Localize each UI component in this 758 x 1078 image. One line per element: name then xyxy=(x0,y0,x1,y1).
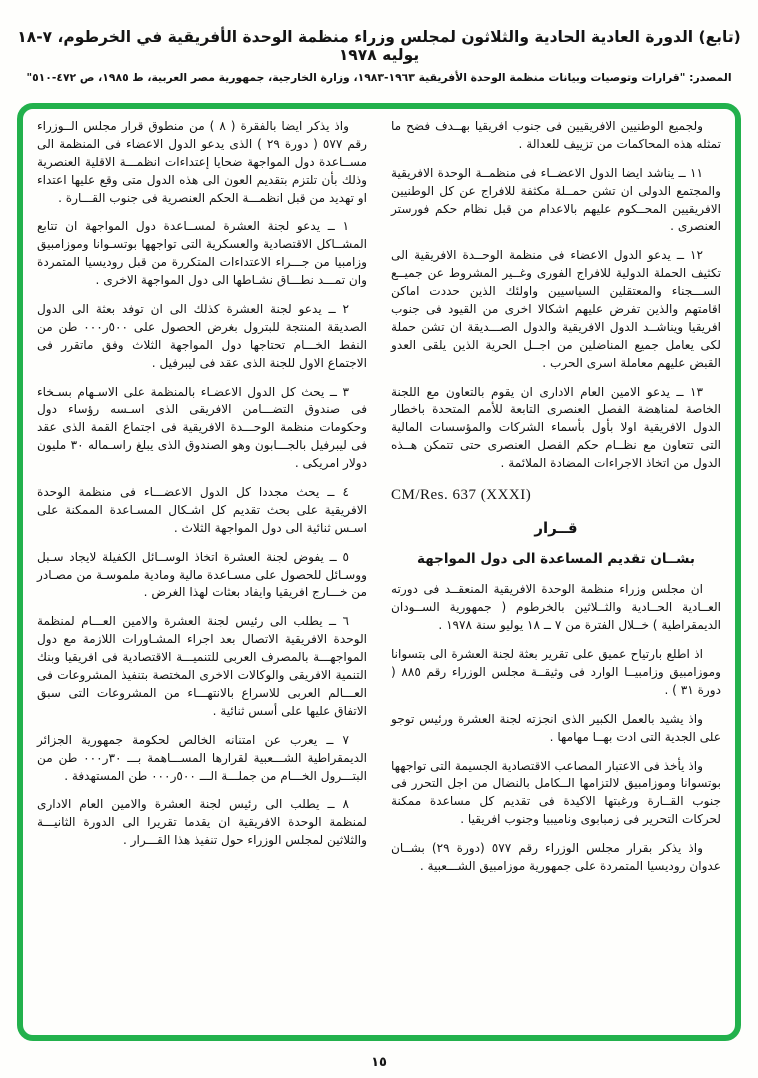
resolution-item-11: ١١ ــ يناشد ايضا الدول الاعضــاء فى منظمــة الوحدة الافريقية والمجتمع الدولى ان تشن حمــلة مكثفة للافراج عن كل الوطنيين الافريقيين المحــكوم عليهم بالاعدام من قبل نظام حكم فورستر العنصرى . xyxy=(391,165,721,234)
session-title: (تابع) الدورة العادية الحادية والثلاثون لمجلس وزراء منظمة الوحدة الأفريقية في الخرطوم، ٧-١٨ يوليه ١٩٧٨ xyxy=(17,28,741,64)
page-number: ١٥ xyxy=(371,1055,387,1070)
resolution-item-2: ٢ ــ يدعو لجنة العشرة كذلك الى ان توفد بعثة الى الدول الصديقة المنتجة للبترول بغرض الحصول على ٥٠٠ر٠٠٠ طن من النفط الخـــام تحتاجها دول المواجهة الثلاث وفق ماتقرر فى الاجتماع الاول للجنة الذى عقد فى ليبرفيل . xyxy=(37,302,367,370)
column-left xyxy=(37,118,367,887)
resolution-item-1: ١ ــ يدعو لجنة العشرة لمســاعدة دول المواجهة ان تتابع المشــاكل الاقتصادية والعسكرية التى تواجهها بوتسـوانا وموزامبيق وزامبيا من جـــراء الاعتداءات المتكررة من قبل روديسيا المتمردة وان تمـــد نطـــاق نشـاطها الى دول المواجهة الاخرى . xyxy=(37,219,367,288)
resolution-item-6: ٦ ــ يطلب الى رئيس لجنة العشرة والامين العـــام لمنظمة الوحدة الافريقية الاتصال بعد اجراء المشـاورات اللازمة مع دول المواجهـــة بالمصرف العربى للتنميـــة الاقتصادية فى افريقيا وبنك التنمية الافريقى والوكالات الاخرى المختصة بتنفيذ المشروعات فى العـــالم العربى للاسراع بالانتهـــاء من المشروعات التى سبق الاتفاق عليها على أسس ثنائية . xyxy=(37,614,367,718)
source-citation: المصدر: "قرارات وتوصيات وبيانات منظمة الوحدة الأفريقية ١٩٦٣-١٩٨٣، وزارة الخارجية، جمهورية مصر العربية، ط ١٩٨٥، ص ٤٧٢-٥١٠" xyxy=(26,71,732,84)
resolution-subject: بشــان تقديم المساعدة الى دول المواجهة xyxy=(417,551,695,568)
preamble-paragraph: اذ اطلع بارتياح عميق على تقرير بعثة لجنة العشرة الى بتسوانا وموزامبيق وزامبيــا الوارد فى وثيقــة مجلس الوزراء رقم ٨٨٥ ( دورة ٣١ ) . xyxy=(391,647,721,697)
preamble-paragraph: واذ يذكر ايضا بالفقرة ( ٨ ) من منطوق قرار مجلس الــوزراء رقم ٥٧٧ ( دورة ٢٩ ) الذى يدعو الدول الاعضاء فى المنظمة الى مســاعدة دول المواجهة ضحايا إعتداءات انظمـــة الاقلية العنصرية وذلك بأن تلتزم بتقديم العون الى هذه الدول متى وقع عليها اعتداء او تهديد من قبل انظمـــة الحكم العنصرية فى جنوب القـــارة . xyxy=(37,119,368,205)
paragraph-continuation: ولجميع الوطنيين الافريقيين فى جنوب افريقيا بهــدف فضح ما تمثله هذه المحاكمات من تزييف للعدالة . xyxy=(391,119,721,151)
resolution-heading: قــرار xyxy=(534,519,578,538)
green-border-frame xyxy=(17,103,741,1041)
resolution-item-4: ٤ ــ يحث مجددا كل الدول الاعضـــاء فى منظمة الوحدة الافريقية على بحث تقديم كل اشـكال المسـاعدة الممكنة على اسـس ثنائية الى دول المواجهة الثلاث . xyxy=(37,485,367,535)
preamble-paragraph: ان مجلس وزراء منظمة الوحدة الافريقية المنعقــد فى دورته العــادية الحــادية والثــلاثين بالخرطوم ( جمهورية الســودان الديمقراطية ) خــلال الفترة من ٧ ــ ١٨ يوليو سنة ١٩٧٨ . xyxy=(391,582,721,633)
two-column-text xyxy=(23,109,735,893)
resolution-item-8: ٨ ــ يطلب الى رئيس لجنة العشرة والامين العام الادارى لمنظمة الوحدة الافريقية ان يقدما تقريرا الى الدورة الثانيـــة والثلاثين لمجلس الوزراء حول تنفيذ هذا القـــرار . xyxy=(37,797,367,848)
preamble-paragraph: واذ يأخذ فى الاعتبار المصاعب الاقتصادية الجسيمة التى تواجهها بوتسوانا وموزامبيق لالتزامها الــكامل بالنضال من اجل التحرر فى جنوب القــارة ورغبتها الاكيدة فى تقديم كل مساعدة ممكنة لحركات التحرير فى زمبابوى وناميبيا وجنوب افريقيا . xyxy=(391,758,721,827)
page-header xyxy=(0,0,758,84)
preamble-paragraph: واذ يشيد بالعمل الكبير الذى انجزته لجنة العشرة ورئيس توجو على الجدية التى ادت بهــا مهامها . xyxy=(391,711,721,744)
preamble-paragraph: واذ يذكر بقرار مجلس الوزراء رقم ٥٧٧ (دورة ٢٩) بشــان عدوان روديسيا المتمردة على جمهورية موزامبيق الشـــعبية . xyxy=(391,841,721,873)
resolution-item-5: ٥ ــ يفوض لجنة العشرة اتخاذ الوســائل الكفيلة لايجاد سـبل ووسـائل للحصول على مسـاعدة مالية ومادية ملموسـة من مصـادر من خـــارج افريقيا وايفاد بعثات لهذا الغرض . xyxy=(37,549,367,600)
resolution-item-12: ١٢ ــ يدعو الدول الاعضاء فى منظمة الوحــدة الافريقية الى تكثيف الحملة الدولية للافراج الفورى وغــير المشروط عن جميــع الســـجناء والمعتقلين السياسيين واولئك الذين حددت اماكن اقامتهم والذين تفرض عليهم اشكالا اخرى من القيود فى جنوب افريقيا ويناشــد الدول الافريقية والدول الصـــديقة ان تشن حملة لكى يعامل جميع المناضلين من اجــل الحرية الذين يلقى العدو القبض عليهم معاملة اسرى الحرب . xyxy=(391,248,721,370)
column-right xyxy=(391,118,721,887)
resolution-item-13: ١٣ ــ يدعو الامين العام الادارى ان يقوم بالتعاون مع اللجنة الخاصة لمناهضة الفصل العنصرى التابعة للأمم المتحدة باخطار الدول الافريقية اولا بأول بأسماء الشركات والمؤسسات المالية التى تتعاون مع نظــام حكم الفصل العنصرى حتى تتمكن هــذه الدول من اتخاذ الاجراءات المضادة الملائمة . xyxy=(391,384,721,471)
resolution-item-3: ٣ ــ يحث كل الدول الاعضـاء بالمنظمة على الاسـهام بسـخاء فى صندوق التضـــامن الافريقى الذى اسـسه رؤساء دول وحكومات منظمة الوحـــدة الافريقية فى اجتماع القمة الذى عقد فى ليبرفيل بالجـــابون وهو الصندوق الذى يبلغ راسـماله ٣٠ مليون دولار امريكى . xyxy=(37,384,368,471)
resolution-item-7: ٧ ــ يعرب عن امتنانه الخالص لحكومة جمهورية الجزائر الديمقراطية الشـــعبية لقرارها المســـاهمة بـــ ٣٠ر٠٠٠ طن من البتـــرول الخـــام من جملـــة الـــ ٥٠٠ر٠٠٠ طن المستهدفة . xyxy=(37,732,367,783)
resolution-reference: CM/Res. 637 (XXXI) xyxy=(391,487,532,504)
